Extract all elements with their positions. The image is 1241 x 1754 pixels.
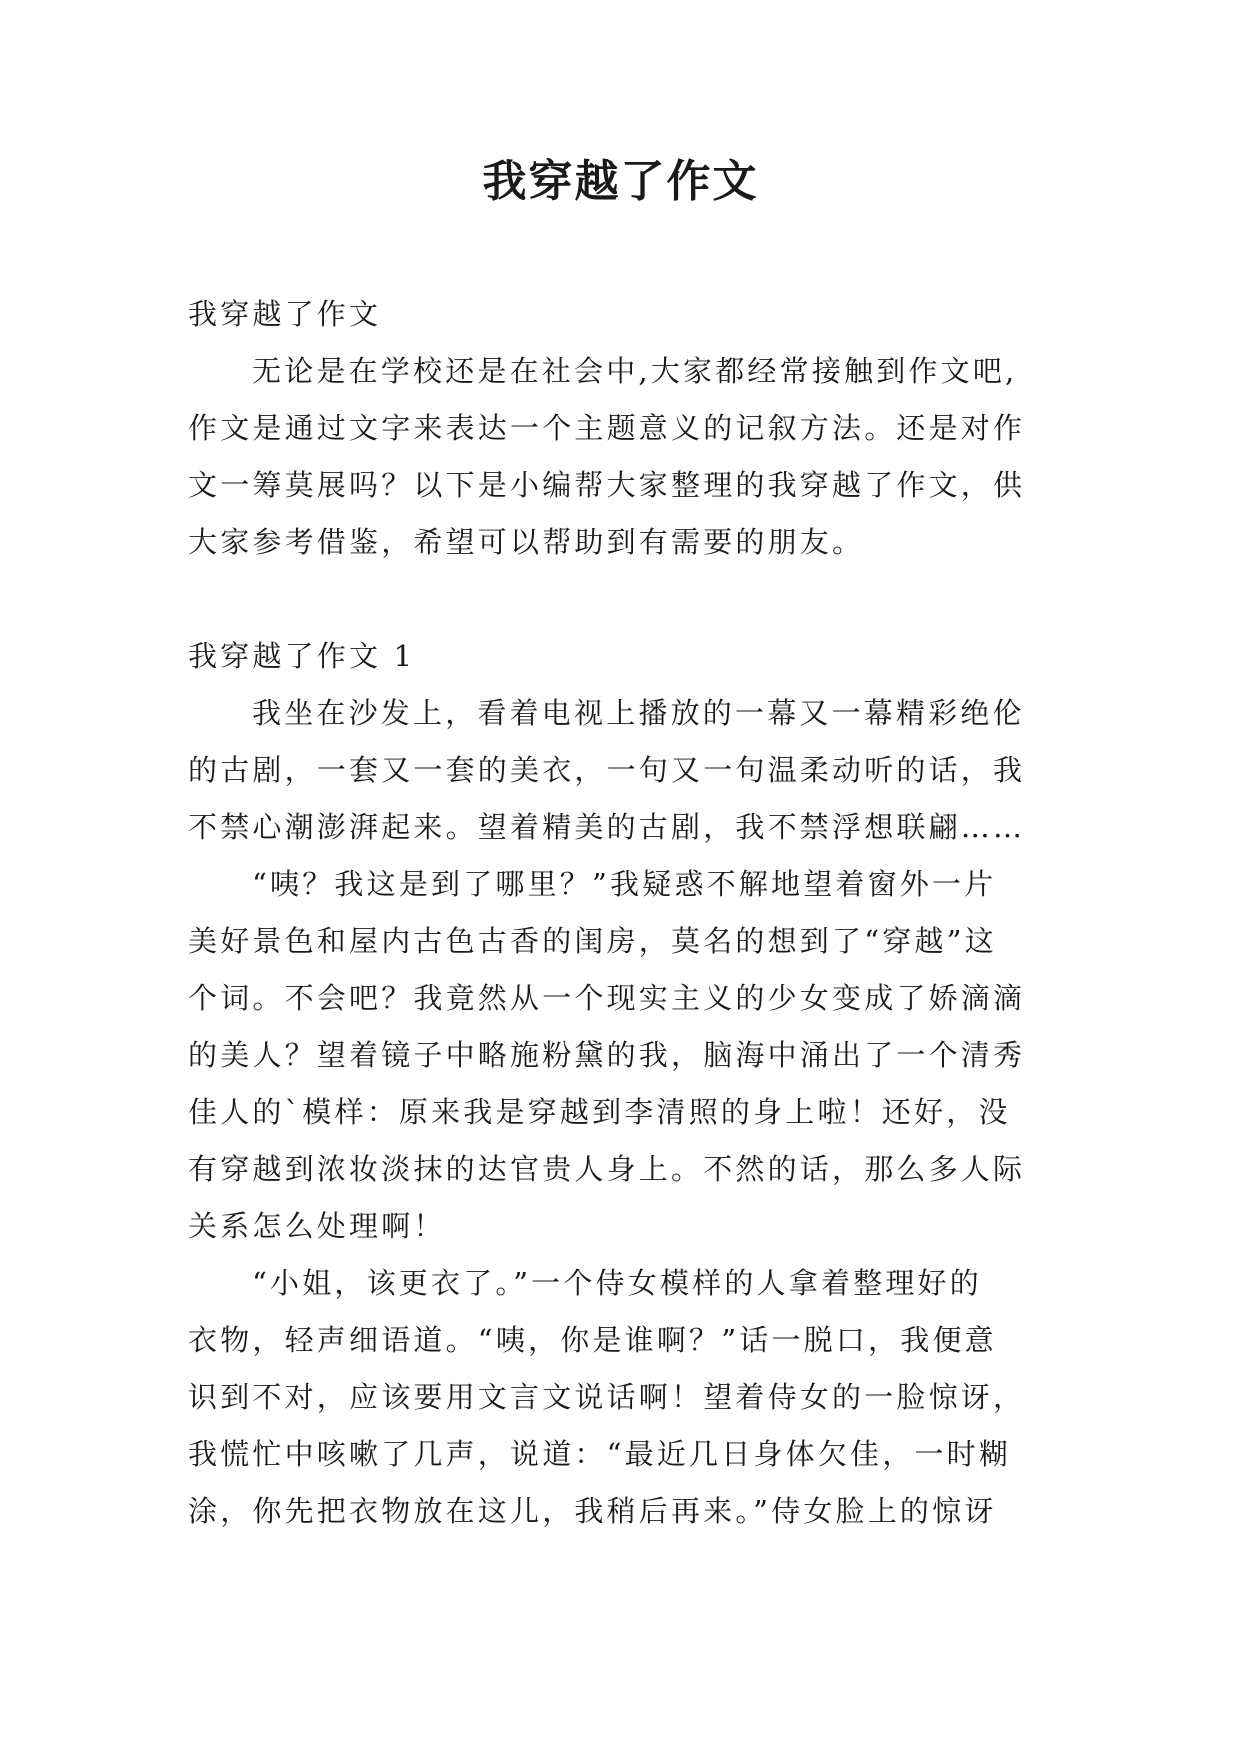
paragraph-line: 无论是在学校还是在社会中,大家都经常接触到作文吧, (252, 354, 1018, 388)
paragraph-line: 作文是通过文字来表达一个主题意义的记叙方法。还是对作 (188, 411, 1026, 445)
paragraph-line: 的美人？望着镜子中略施粉黛的我，脑海中涌出了一个清秀 (188, 1038, 1026, 1072)
paragraph-line: 关系怎么处理啊！ (188, 1209, 446, 1243)
paragraph-line: 识到不对，应该要用文言文说话啊！望着侍女的一脸惊讶， (188, 1380, 1026, 1414)
document-title: 我穿越了作文 (482, 156, 759, 207)
paragraph-line: 涂，你先把衣物放在这儿，我稍后再来。”侍女脸上的惊讶 (188, 1494, 997, 1528)
paragraph-line: 我坐在沙发上，看着电视上播放的一幕又一幕精彩绝伦 (252, 696, 1025, 730)
paragraph-line: 有穿越到浓妆淡抹的达官贵人身上。不然的话，那么多人际 (188, 1152, 1026, 1186)
intro-heading: 我穿越了作文 (188, 297, 382, 331)
paragraph-line: 的古剧，一套又一套的美衣，一句又一句温柔动听的话，我 (188, 753, 1026, 787)
paragraph-line: “咦？我这是到了哪里？”我疑惑不解地望着窗外一片 (252, 867, 997, 901)
paragraph-line: 佳人的`模样：原来我是穿越到李清照的身上啦！还好，没 (188, 1095, 1011, 1129)
paragraph-line: 文一筹莫展吗？以下是小编帮大家整理的我穿越了作文，供 (188, 468, 1026, 502)
section-heading: 我穿越了作文 1 (188, 639, 416, 673)
paragraph-line: 我慌忙中咳嗽了几声，说道：“最近几日身体欠佳，一时糊 (188, 1437, 1012, 1471)
paragraph-line: 大家参考借鉴，希望可以帮助到有需要的朋友。 (188, 525, 865, 559)
document-body (188, 286, 1048, 1540)
paragraph-line: 美好景色和屋内古色古香的闺房，莫名的想到了“穿越”这 (188, 924, 997, 958)
paragraph-line: 不禁心潮澎湃起来。望着精美的古剧，我不禁浮想联翩…… (188, 810, 1026, 844)
paragraph-spacer (188, 571, 1048, 628)
paragraph-line: 个词。不会吧？我竟然从一个现实主义的少女变成了娇滴滴 (188, 981, 1026, 1015)
paragraph-line: “小姐，该更衣了。”一个侍女模样的人拿着整理好的 (252, 1266, 982, 1300)
paragraph-line: 衣物，轻声细语道。“咦，你是谁啊？”话一脱口，我便意 (188, 1323, 997, 1357)
